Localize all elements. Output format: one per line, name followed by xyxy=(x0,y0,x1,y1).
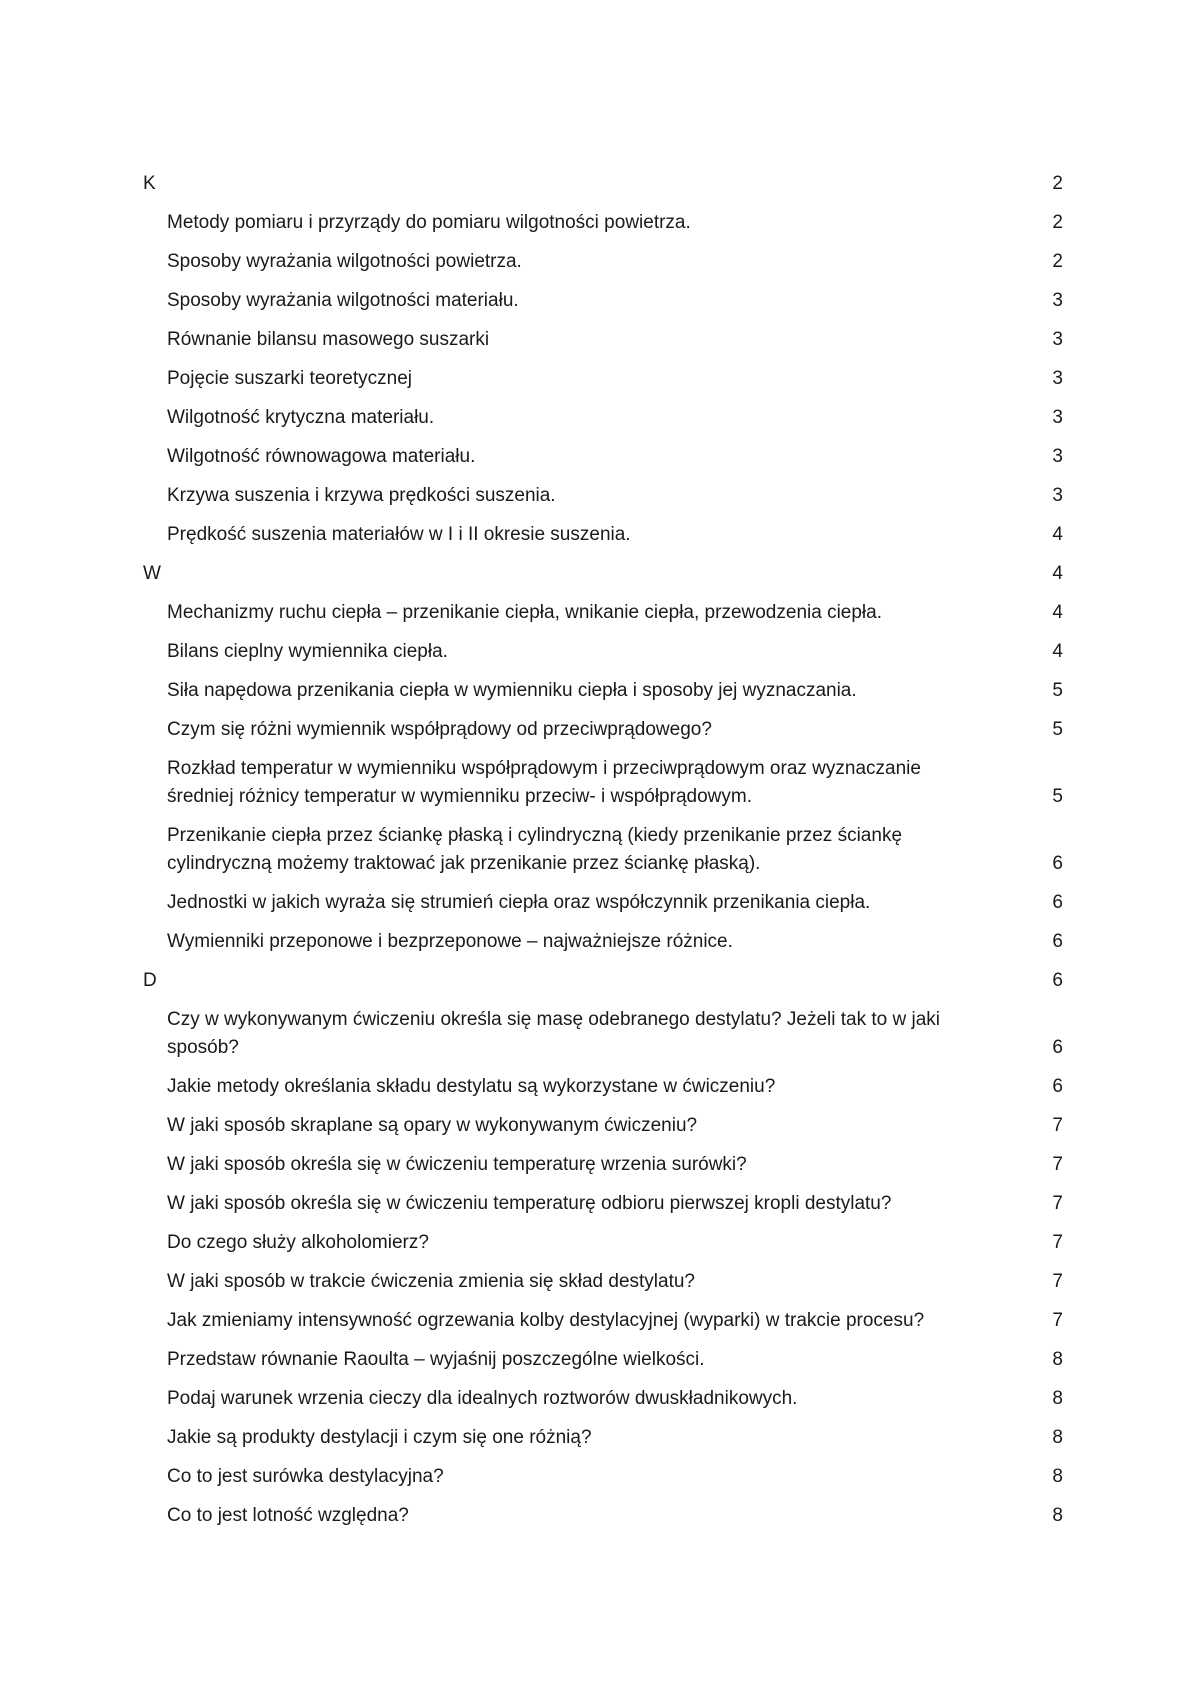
toc-entry[interactable] xyxy=(143,1006,1063,1062)
toc-entry[interactable] xyxy=(143,482,1063,510)
toc-entry-page-number: 7 xyxy=(1052,1115,1063,1136)
toc-entry-page-number: 3 xyxy=(1052,329,1063,350)
toc-entry[interactable] xyxy=(143,1307,1063,1335)
toc-entry-page-number: 5 xyxy=(1052,719,1063,740)
toc-entry-title: Wilgotność równowagowa materiału. xyxy=(167,446,476,467)
toc-entry-title: Jak zmieniamy intensywność ogrzewania kolby destylacyjnej (wyparki) w trakcie procesu? xyxy=(167,1310,925,1331)
toc-entry-page-number: 8 xyxy=(1052,1505,1063,1526)
toc-entry-title: Pojęcie suszarki teoretycznej xyxy=(167,368,412,389)
toc-entry-title: Czy w wykonywanym ćwiczeniu określa się masę odebranego destylatu? Jeżeli tak to w jaki sposób? xyxy=(167,1009,941,1058)
toc-entry-title: Jakie są produkty destylacji i czym się one różnią? xyxy=(167,1427,592,1448)
toc-entry-title: K xyxy=(143,173,156,194)
toc-entry-page-number: 8 xyxy=(1052,1349,1063,1370)
toc-entry-title: W jaki sposób określa się w ćwiczeniu temperaturę wrzenia surówki? xyxy=(167,1154,747,1175)
toc-entry[interactable] xyxy=(143,822,1063,878)
toc-entry-title: Sposoby wyrażania wilgotności materiału. xyxy=(167,290,519,311)
toc-entry-page-number: 4 xyxy=(1052,602,1063,623)
toc-entry-title: Siła napędowa przenikania ciepła w wymienniku ciepła i sposoby jej wyznaczania. xyxy=(167,680,857,701)
toc-entry-page-number: 6 xyxy=(1052,970,1063,991)
toc-entry-page-number: 4 xyxy=(1052,641,1063,662)
toc-entry-title: Podaj warunek wrzenia cieczy dla idealnych roztworów dwuskładnikowych. xyxy=(167,1388,798,1409)
toc-entry-page-number: 3 xyxy=(1052,407,1063,428)
toc-entry-page-number: 7 xyxy=(1052,1310,1063,1331)
toc-entry[interactable] xyxy=(143,1229,1063,1257)
toc-entry-page-number: 2 xyxy=(1052,173,1063,194)
toc-entry[interactable] xyxy=(143,1385,1063,1413)
toc-entry-title: W xyxy=(143,563,161,584)
toc-entry[interactable] xyxy=(143,677,1063,705)
toc-entry-title: D xyxy=(143,970,157,991)
toc-entry-page-number: 8 xyxy=(1052,1388,1063,1409)
toc-entry-page-number: 5 xyxy=(1052,680,1063,701)
toc-entry-page-number: 6 xyxy=(1052,892,1063,913)
toc-entry-title: Do czego służy alkoholomierz? xyxy=(167,1232,429,1253)
toc-entry-title: W jaki sposób w trakcie ćwiczenia zmienia się skład destylatu? xyxy=(167,1271,695,1292)
toc-entry-page-number: 8 xyxy=(1052,1466,1063,1487)
toc-entry-page-number: 6 xyxy=(1052,1076,1063,1097)
toc-entry[interactable] xyxy=(143,248,1063,276)
toc-entry-page-number: 3 xyxy=(1052,290,1063,311)
toc-entry-title: Równanie bilansu masowego suszarki xyxy=(167,329,490,350)
toc-entry-title: Rozkład temperatur w wymienniku współprądowym i przeciwprądowym oraz wyznaczanie średniej różnicy temperatur w wymienniku przeciw- i współprądowym. xyxy=(167,758,921,807)
toc-entry-title: Wymienniki przeponowe i bezprzeponowe – najważniejsze różnice. xyxy=(167,931,733,952)
toc-entry[interactable] xyxy=(143,326,1063,354)
toc-entry-title: Sposoby wyrażania wilgotności powietrza. xyxy=(167,251,522,272)
toc-entry-title: W jaki sposób skraplane są opary w wykonywanym ćwiczeniu? xyxy=(167,1115,698,1136)
toc-entry-title: Krzywa suszenia i krzywa prędkości suszenia. xyxy=(167,485,556,506)
toc-entry[interactable] xyxy=(143,287,1063,315)
toc-entry-title: Przedstaw równanie Raoulta – wyjaśnij poszczególne wielkości. xyxy=(167,1349,705,1370)
toc-entry-title: Jakie metody określania składu destylatu są wykorzystane w ćwiczeniu? xyxy=(167,1076,776,1097)
toc-entry-title: Metody pomiaru i przyrządy do pomiaru wilgotności powietrza. xyxy=(167,212,691,233)
toc-entry[interactable] xyxy=(143,928,1063,956)
toc-entry-page-number: 7 xyxy=(1052,1271,1063,1292)
toc-entry-page-number: 3 xyxy=(1052,368,1063,389)
toc-entry-page-number: 5 xyxy=(1052,786,1063,807)
toc-entry-page-number: 4 xyxy=(1052,524,1063,545)
toc-entry[interactable] xyxy=(143,716,1063,744)
toc-entry-page-number: 6 xyxy=(1052,1037,1063,1058)
toc-entry-page-number: 6 xyxy=(1052,853,1063,874)
toc-entry-title: W jaki sposób określa się w ćwiczeniu temperaturę odbioru pierwszej kropli destylatu? xyxy=(167,1193,892,1214)
toc-entry[interactable] xyxy=(143,1424,1063,1452)
toc-entry[interactable] xyxy=(143,1346,1063,1374)
toc-entry-page-number: 6 xyxy=(1052,931,1063,952)
toc-entry[interactable] xyxy=(143,209,1063,237)
toc-entry-title: Co to jest lotność względna? xyxy=(167,1505,409,1526)
toc-entry[interactable] xyxy=(143,1502,1063,1530)
toc-entry[interactable] xyxy=(143,365,1063,393)
toc-entry[interactable] xyxy=(143,1151,1063,1179)
toc-entry[interactable] xyxy=(143,404,1063,432)
toc-entry[interactable] xyxy=(143,1190,1063,1218)
toc-entry[interactable] xyxy=(143,1073,1063,1101)
toc-section-entry[interactable] xyxy=(143,560,1063,588)
table-of-contents xyxy=(143,170,1063,1541)
toc-entry[interactable] xyxy=(143,1112,1063,1140)
toc-entry-page-number: 7 xyxy=(1052,1193,1063,1214)
toc-entry[interactable] xyxy=(143,889,1063,917)
toc-section-entry[interactable] xyxy=(143,170,1063,198)
toc-entry[interactable] xyxy=(143,599,1063,627)
toc-entry-title: Prędkość suszenia materiałów w I i II okresie suszenia. xyxy=(167,524,631,545)
toc-entry-title: Wilgotność krytyczna materiału. xyxy=(167,407,435,428)
toc-entry-page-number: 7 xyxy=(1052,1232,1063,1253)
toc-entry-page-number: 8 xyxy=(1052,1427,1063,1448)
toc-entry[interactable] xyxy=(143,755,1063,811)
toc-entry[interactable] xyxy=(143,1463,1063,1491)
toc-section-entry[interactable] xyxy=(143,967,1063,995)
toc-entry-page-number: 3 xyxy=(1052,446,1063,467)
toc-entry-title: Bilans cieplny wymiennika ciepła. xyxy=(167,641,448,662)
toc-entry[interactable] xyxy=(143,638,1063,666)
toc-entry-title: Przenikanie ciepła przez ściankę płaską i cylindryczną (kiedy przenikanie przez ściankę cylindryczną możemy traktować jak przenikanie przez ściankę płaską). xyxy=(167,825,903,874)
toc-entry-title: Jednostki w jakich wyraża się strumień ciepła oraz współczynnik przenikania ciepła. xyxy=(167,892,871,913)
toc-entry-title: Czym się różni wymiennik współprądowy od przeciwprądowego? xyxy=(167,719,712,740)
toc-entry-page-number: 2 xyxy=(1052,212,1063,233)
toc-entry[interactable] xyxy=(143,521,1063,549)
toc-entry[interactable] xyxy=(143,443,1063,471)
toc-entry[interactable] xyxy=(143,1268,1063,1296)
toc-entry-page-number: 7 xyxy=(1052,1154,1063,1175)
toc-entry-page-number: 4 xyxy=(1052,563,1063,584)
toc-entry-title: Co to jest surówka destylacyjna? xyxy=(167,1466,444,1487)
toc-entry-page-number: 2 xyxy=(1052,251,1063,272)
toc-entry-title: Mechanizmy ruchu ciepła – przenikanie ciepła, wnikanie ciepła, przewodzenia ciepła. xyxy=(167,602,882,623)
toc-entry-page-number: 3 xyxy=(1052,485,1063,506)
